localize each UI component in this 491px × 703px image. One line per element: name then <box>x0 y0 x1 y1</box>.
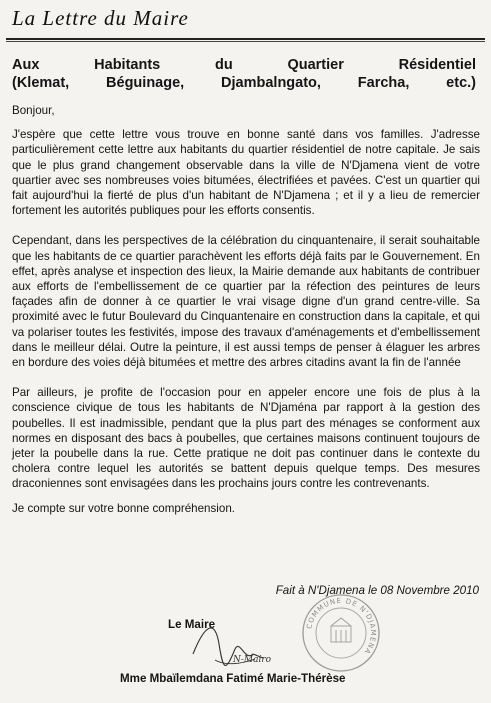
header-rule <box>6 38 485 40</box>
signer-name: Mme Mbaïlemdana Fatimé Marie-Thérèse <box>120 672 346 685</box>
paragraph-2: Cependant, dans les perspectives de la célébration du cinquantenaire, il serait souhaitable que les habitants de ce quartier parachèvent les efforts déjà faits par le Gouvernement. En effet, après analyse et inspection des lieux, la Mairie demande aux habitants de contribuer aux efforts de l'embellissement de ce quartier par la réfection des peintures de leurs façades afin de donner à ce quartier le vrai visage digne d'un grand centre-ville. Sa proximité avec le futur Boulevard du Cinquantenaire en construction dans la capitale, et qui va polariser toutes les festivités, impose des travaux d'aménagements et d'embellissement dans le meilleur délai. Outre la peinture, il est aussi temps de penser à élaguer les arbres en bordure des voies déjà bitumées et mettre des arbres citadins avant la fin de l'année <box>12 234 480 370</box>
closing-line: Je compte sur votre bonne compréhension. <box>12 501 235 515</box>
letter-body <box>12 103 480 531</box>
paragraph-1: J'espère que cette lettre vous trouve en bonne santé dans vos familles. J'adresse particulièrement cette lettre aux habitants du quartier résidentiel de notre capitale. Je sais que le plus grand changement observable dans la ville de N'Djamena vient de votre quartier avec ses nombreuses voies bitumées, électrifiées et pavées. C'est un quartier qui fait aujourd'hui la fierté de plus d'un habitant de N'Djamena ; et il y a lieu de remercier fortement les autorités publiques pour les efforts consentis. <box>12 128 480 218</box>
seal-inscription: COMMUNE DE N'DJAMENA <box>305 596 378 656</box>
greeting: Bonjour, <box>12 104 55 117</box>
official-seal <box>300 590 382 676</box>
masthead-title: La Lettre du Maire <box>12 6 189 30</box>
signatory-role: Le Maire <box>168 618 216 631</box>
place-date: Fait à N'Djamena le 08 Novembre 2010 <box>275 584 479 597</box>
addressee-line-1: Aux Habitants du Quartier Résidentiel <box>12 57 476 73</box>
handwritten-signature <box>185 614 315 676</box>
seal-emblem <box>331 618 351 642</box>
header-rule-thin <box>6 41 485 42</box>
paragraph-3: Par ailleurs, je profite de l'occasion pour en appeler encore une fois de plus à la conscience civique de tous les habitants de N'Djaména par rapport à la gestion des poubelles. Il est inadmissible, pendant que la plus part des ménages se conforment aux normes en disposant des bacs à poubelles, que certaines maisons continuent toujours de jeter la poubelle dans la rue. Cette pratique ne doit pas continuer dans le contexte du cholera contre lequel les autorités se battent depuis quelque temps. Des mesures draconiennes sont envisagées dans les prochains jours contre les contrevenants. <box>12 386 480 491</box>
addressee-line-2: (Klemat, Béguinage, Djambalngato, Farcha, etc.) <box>12 75 476 91</box>
signature-scribble: N-Mairo <box>233 655 272 665</box>
